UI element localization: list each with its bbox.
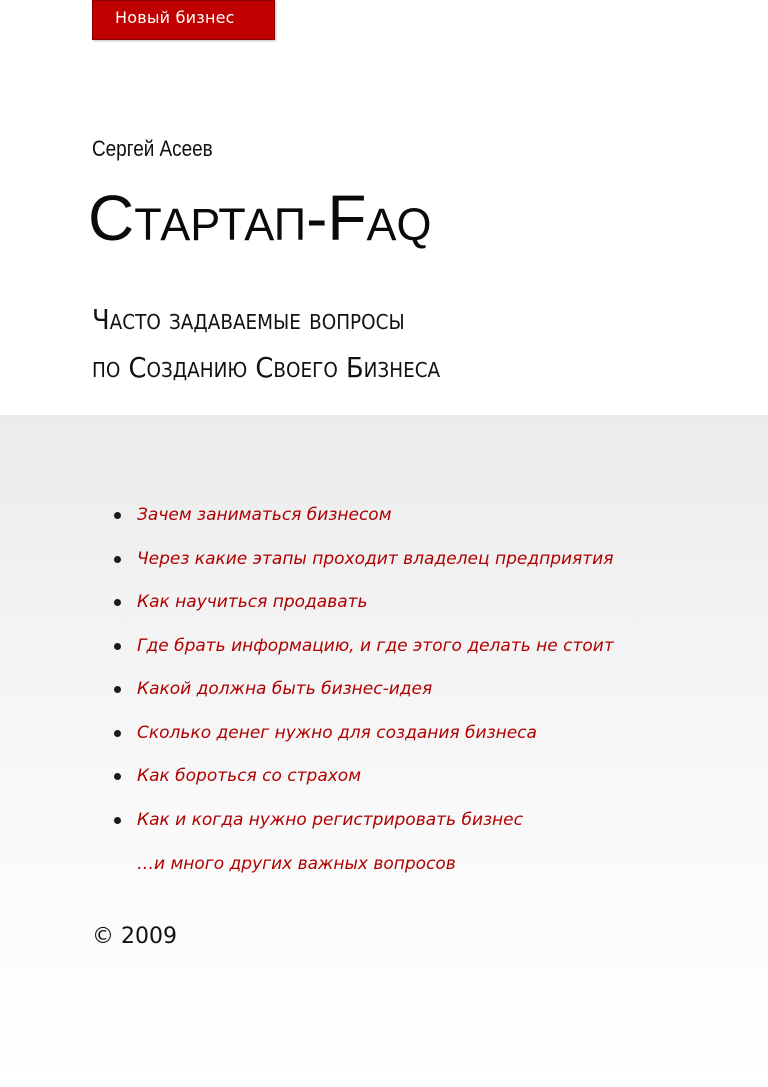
list-item — [114, 759, 614, 803]
bullet-icon — [114, 643, 121, 650]
list-item — [114, 672, 614, 716]
bullet-icon — [114, 599, 121, 606]
bullet-icon — [114, 686, 121, 693]
bullet-icon — [114, 556, 121, 563]
bullet-icon — [114, 773, 121, 780]
author-name: Сергей Асеев — [92, 136, 213, 161]
book-title: Стартап-Faq — [88, 182, 432, 254]
subtitle-line-1: Часто задаваемые вопросы — [92, 303, 405, 336]
list-item — [114, 585, 614, 629]
topics-list — [114, 498, 614, 846]
list-item — [114, 498, 614, 542]
more-topics-note: …и много других важных вопросов — [137, 854, 456, 874]
bullet-icon — [114, 512, 121, 519]
topic-text: Как и когда нужно регистрировать бизнес — [137, 809, 523, 830]
list-item — [114, 803, 614, 847]
topic-text: Где брать информацию, и где этого делать не стоит — [137, 635, 614, 656]
bullet-icon — [114, 817, 121, 824]
category-badge-label: Новый бизнес — [115, 8, 235, 27]
list-item — [114, 629, 614, 673]
list-item — [114, 542, 614, 586]
topic-text: Через какие этапы проходит владелец предприятия — [137, 548, 614, 569]
copyright-notice: © 2009 — [92, 924, 177, 949]
category-badge — [92, 0, 275, 40]
bullet-icon — [114, 730, 121, 737]
topic-text: Сколько денег нужно для создания бизнеса — [137, 722, 537, 743]
topic-text: Как научиться продавать — [137, 592, 368, 612]
book-subtitle — [92, 296, 440, 392]
topic-text: Как бороться со страхом — [137, 766, 362, 786]
topic-text: Какой должна быть бизнес-идея — [137, 679, 433, 699]
topic-text: Зачем заниматься бизнесом — [137, 505, 392, 525]
list-item — [114, 716, 614, 760]
subtitle-line-2: по Созданию Своего Бизнеса — [92, 351, 441, 384]
